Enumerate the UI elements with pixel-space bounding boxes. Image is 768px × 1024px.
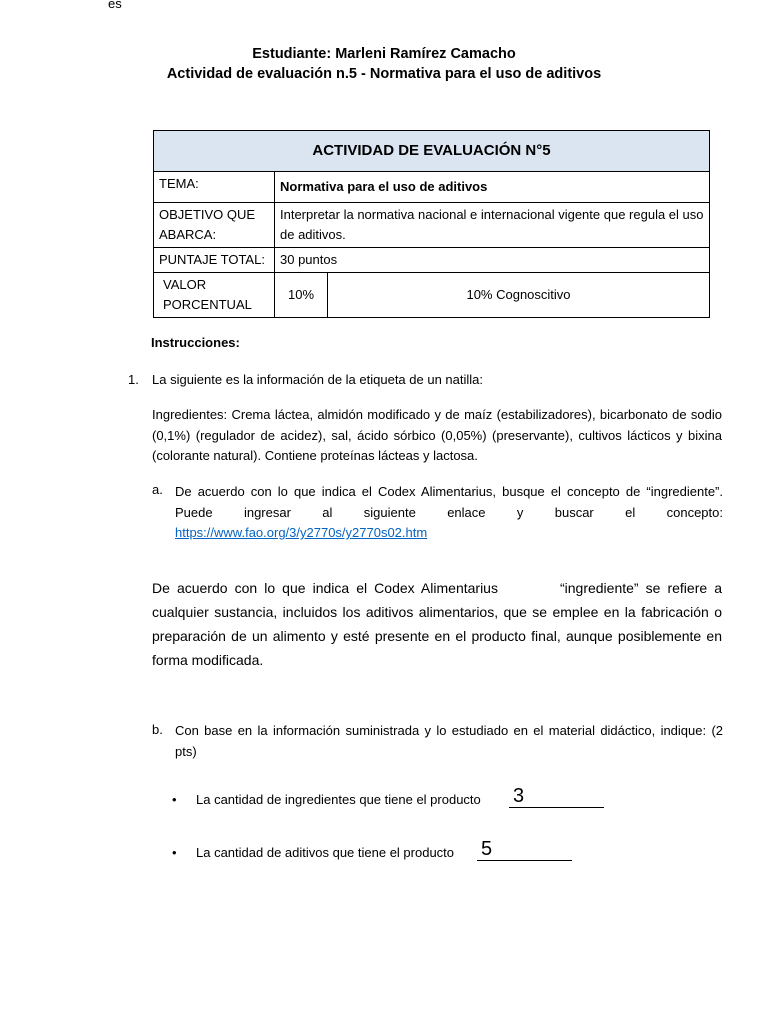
objetivo-label: OBJETIVO QUE ABARCA: [154,203,275,248]
ingredients-count-answer[interactable]: 3 [509,786,604,808]
question-number: 1. [128,372,139,387]
part-b-text: Con base en la información suministrada y lo estudiado en el material didáctico, indique: (2 pts) [175,723,723,759]
additives-count-answer[interactable]: 5 [477,839,572,861]
part-a-instructions: De acuerdo con lo que indica el Codex Alimentarius, busque el concepto de “ingrediente”. Puede ingresar al siguiente enlace y buscar el concepto: [175,484,723,520]
activity-info-table [153,130,710,318]
valor-label: VALOR PORCENTUAL [154,273,275,318]
activity-title-heading: Actividad de evaluación n.5 - Normativa para el uso de aditivos [166,66,602,82]
valor-detail: 10% Cognoscitivo [328,273,710,318]
tema-value: Normativa para el uso de aditivos [275,172,710,203]
part-b-label: b. [152,722,163,737]
bullet-marker: • [172,845,177,860]
valor-value: 10% [275,273,328,318]
answer-a-definition: “ingrediente” se refiere a cualquier sustancia, incluidos los aditivos alimentarios, que se emplee en la fabricación o preparación de un alimento y esté presente en el producto final, aunque posiblemente en forma modificada. [152,580,722,668]
part-a-label: a. [152,482,163,497]
instructions-heading: Instrucciones: [151,335,240,350]
answer-a-paragraph [152,576,722,672]
tema-label: TEMA: [154,172,275,203]
part-a-text [175,482,723,544]
table-title: ACTIVIDAD DE EVALUACIÓN N°5 [154,131,710,172]
additives-count-label: La cantidad de aditivos que tiene el producto [196,845,455,860]
answer-a-lead: De acuerdo con lo que indica el Codex Alimentarius [152,580,498,596]
ingredients-paragraph: Ingredientes: Crema láctea, almidón modificado y de maíz (estabilizadores), bicarbonato de sodio (0,1%) (regulador de acidez), sal, ácido sórbico (0,05%) (preservante), cultivos lácticos y bixina (colorante natural). Contiene proteínas lácteas y lactosa. [152,407,722,463]
objetivo-value: Interpretar la normativa nacional e internacional vigente que regula el uso de aditivos. [275,203,710,248]
page-fragment-text: es [108,0,122,11]
puntaje-value: 30 puntos [275,248,710,273]
fao-link[interactable]: https://www.fao.org/3/y2770s/y2770s02.htm [175,525,428,540]
bullet-marker: • [172,792,177,807]
question-text: La siguiente es la información de la etiqueta de un natilla: [152,372,483,387]
ingredients-count-label: La cantidad de ingredientes que tiene el producto [196,792,481,807]
student-name-heading: Estudiante: Marleni Ramírez Camacho [252,46,516,62]
puntaje-label: PUNTAJE TOTAL: [154,248,275,273]
